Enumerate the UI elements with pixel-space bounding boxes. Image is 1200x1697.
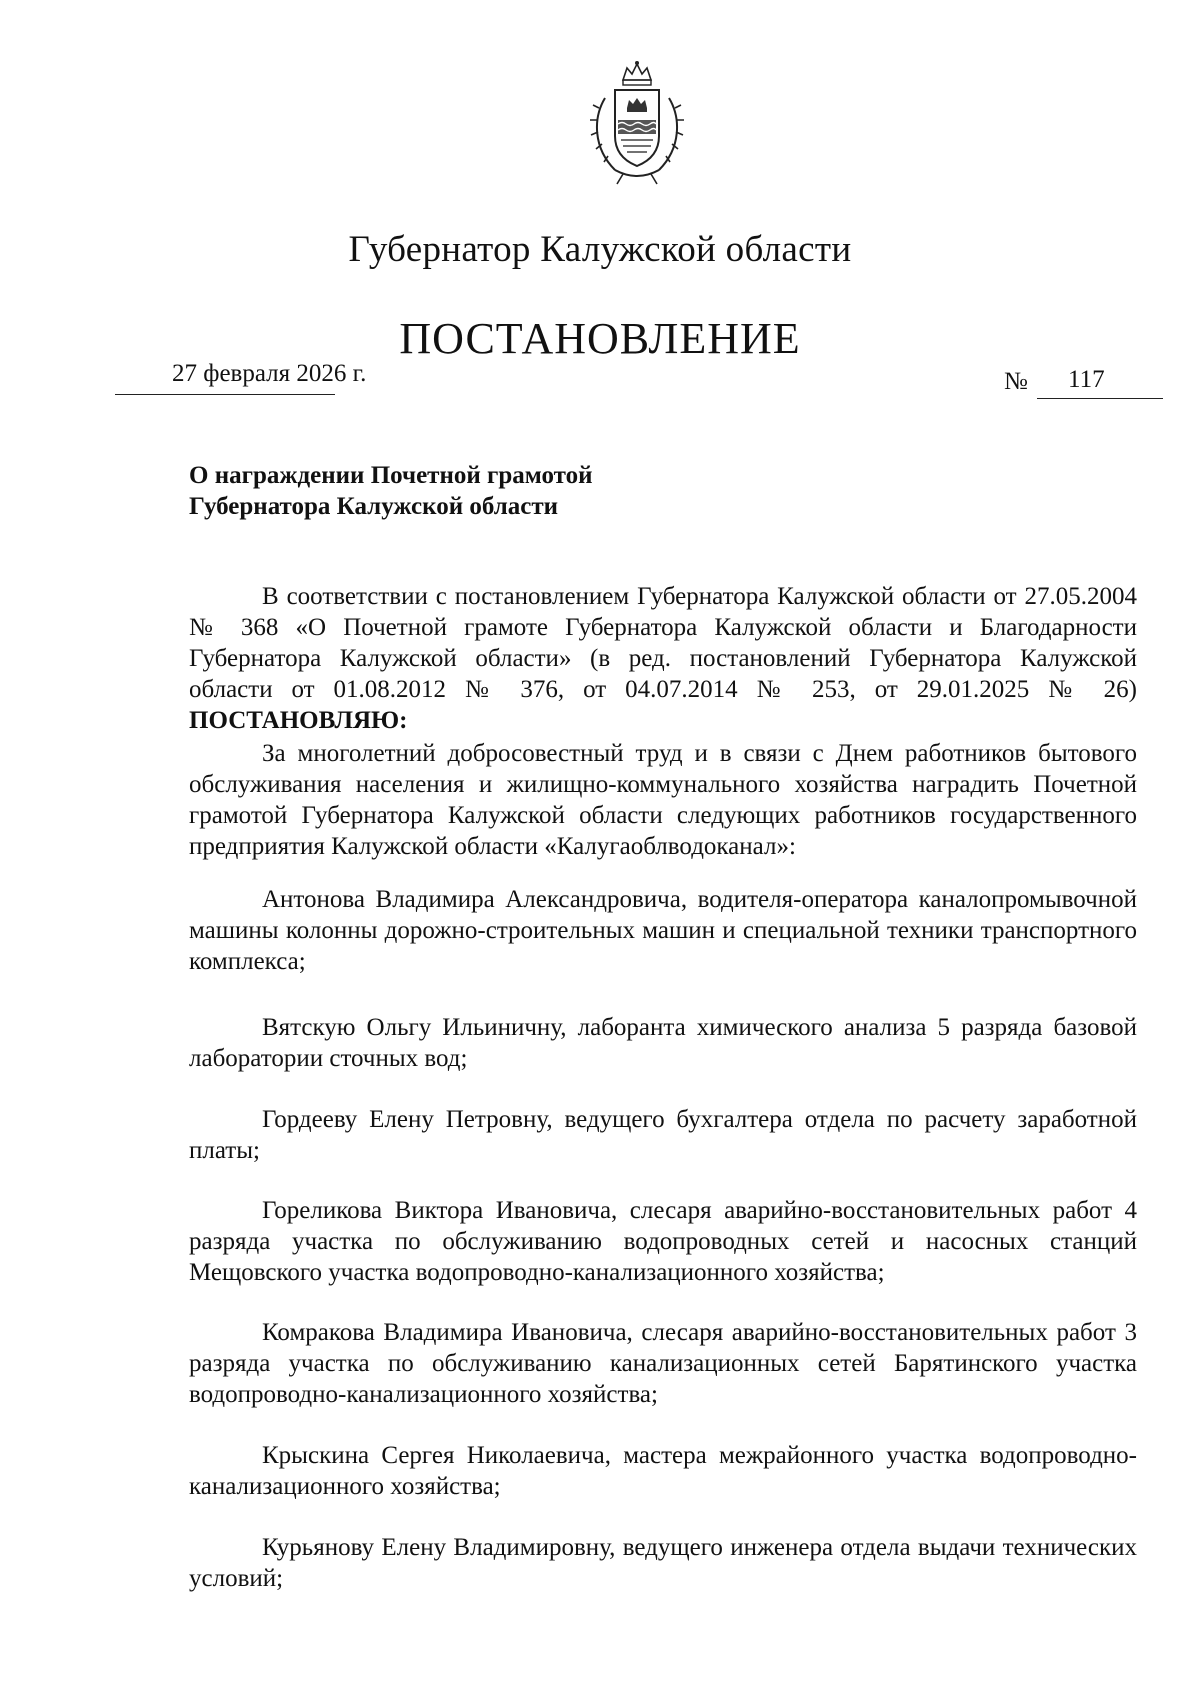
awardee-entry: Курьянову Елену Владимировну, ведущего инженера отдела выдачи технических условий; <box>189 1534 1137 1592</box>
decree-text: За многолетний добросовестный труд и в связи с Днем работников бытового обслуживания населения и жилищно-коммунального хозяйства наградить Почетной грамотой Губернатора Калужской области следующих работников государственного предприятия Калужской области «Калугаоблводоканал»: <box>189 740 1137 860</box>
awardee-entry: Гореликова Виктора Ивановича, слесаря аварийно-восстановительных работ 4 разряда участка по обслуживанию водопроводных сетей и насосных станций Мещовского участка водопроводно-канализационного хозяйства; <box>189 1197 1137 1286</box>
number-sign: № <box>1004 368 1028 395</box>
issuer-title: Губернатор Калужской области <box>348 229 852 270</box>
coat-of-arms-emblem <box>585 58 689 186</box>
document-date: 27 февраля 2026 г. <box>172 360 367 387</box>
preamble-text: В соответствии с постановлением Губернатора Калужской области от 27.05.2004 № 368 «О Почетной грамоте Губернатора Калужской области и Благодарности Губернатора Калужской области» (в ред. постановлений Губернатора Калужской области от 01.08.2012 № 376, от 04.07.2014 № 253, от 29.01.2025 № 26) <box>189 583 1137 703</box>
awardee-entry: Крыскина Сергея Николаевича, мастера межрайонного участка водопроводно-канализационного хозяйства; <box>189 1442 1137 1500</box>
awardee-entry: Гордееву Елену Петровну, ведущего бухгалтера отдела по расчету заработной платы; <box>189 1106 1137 1164</box>
awardee-entry: Антонова Владимира Александровича, водителя-оператора каналопромывочной машины колонны дорожно-строительных машин и специальной техники транспортного комплекса; <box>189 886 1137 975</box>
decree-paragraph <box>189 738 1137 862</box>
awardee-entry: Комракова Владимира Ивановича, слесаря аварийно-восстановительных работ 3 разряда участка по обслуживанию канализационных сетей Барятинского участка водопроводно-канализационного хозяйства; <box>189 1319 1137 1408</box>
document-number: 117 <box>1068 366 1105 393</box>
awardee-entry: Вятскую Ольгу Ильиничну, лаборанта химического анализа 5 разряда базовой лаборатории сточных вод; <box>189 1014 1137 1072</box>
document-type-title: ПОСТАНОВЛЕНИЕ <box>399 314 801 363</box>
subject-line-2: Губернатора Калужской области <box>189 493 559 520</box>
preamble-paragraph <box>189 581 1137 736</box>
document-subject <box>189 460 593 522</box>
resolve-word: ПОСТАНОВЛЯЮ: <box>189 707 408 734</box>
subject-line-1: О награждении Почетной грамотой <box>189 462 593 489</box>
